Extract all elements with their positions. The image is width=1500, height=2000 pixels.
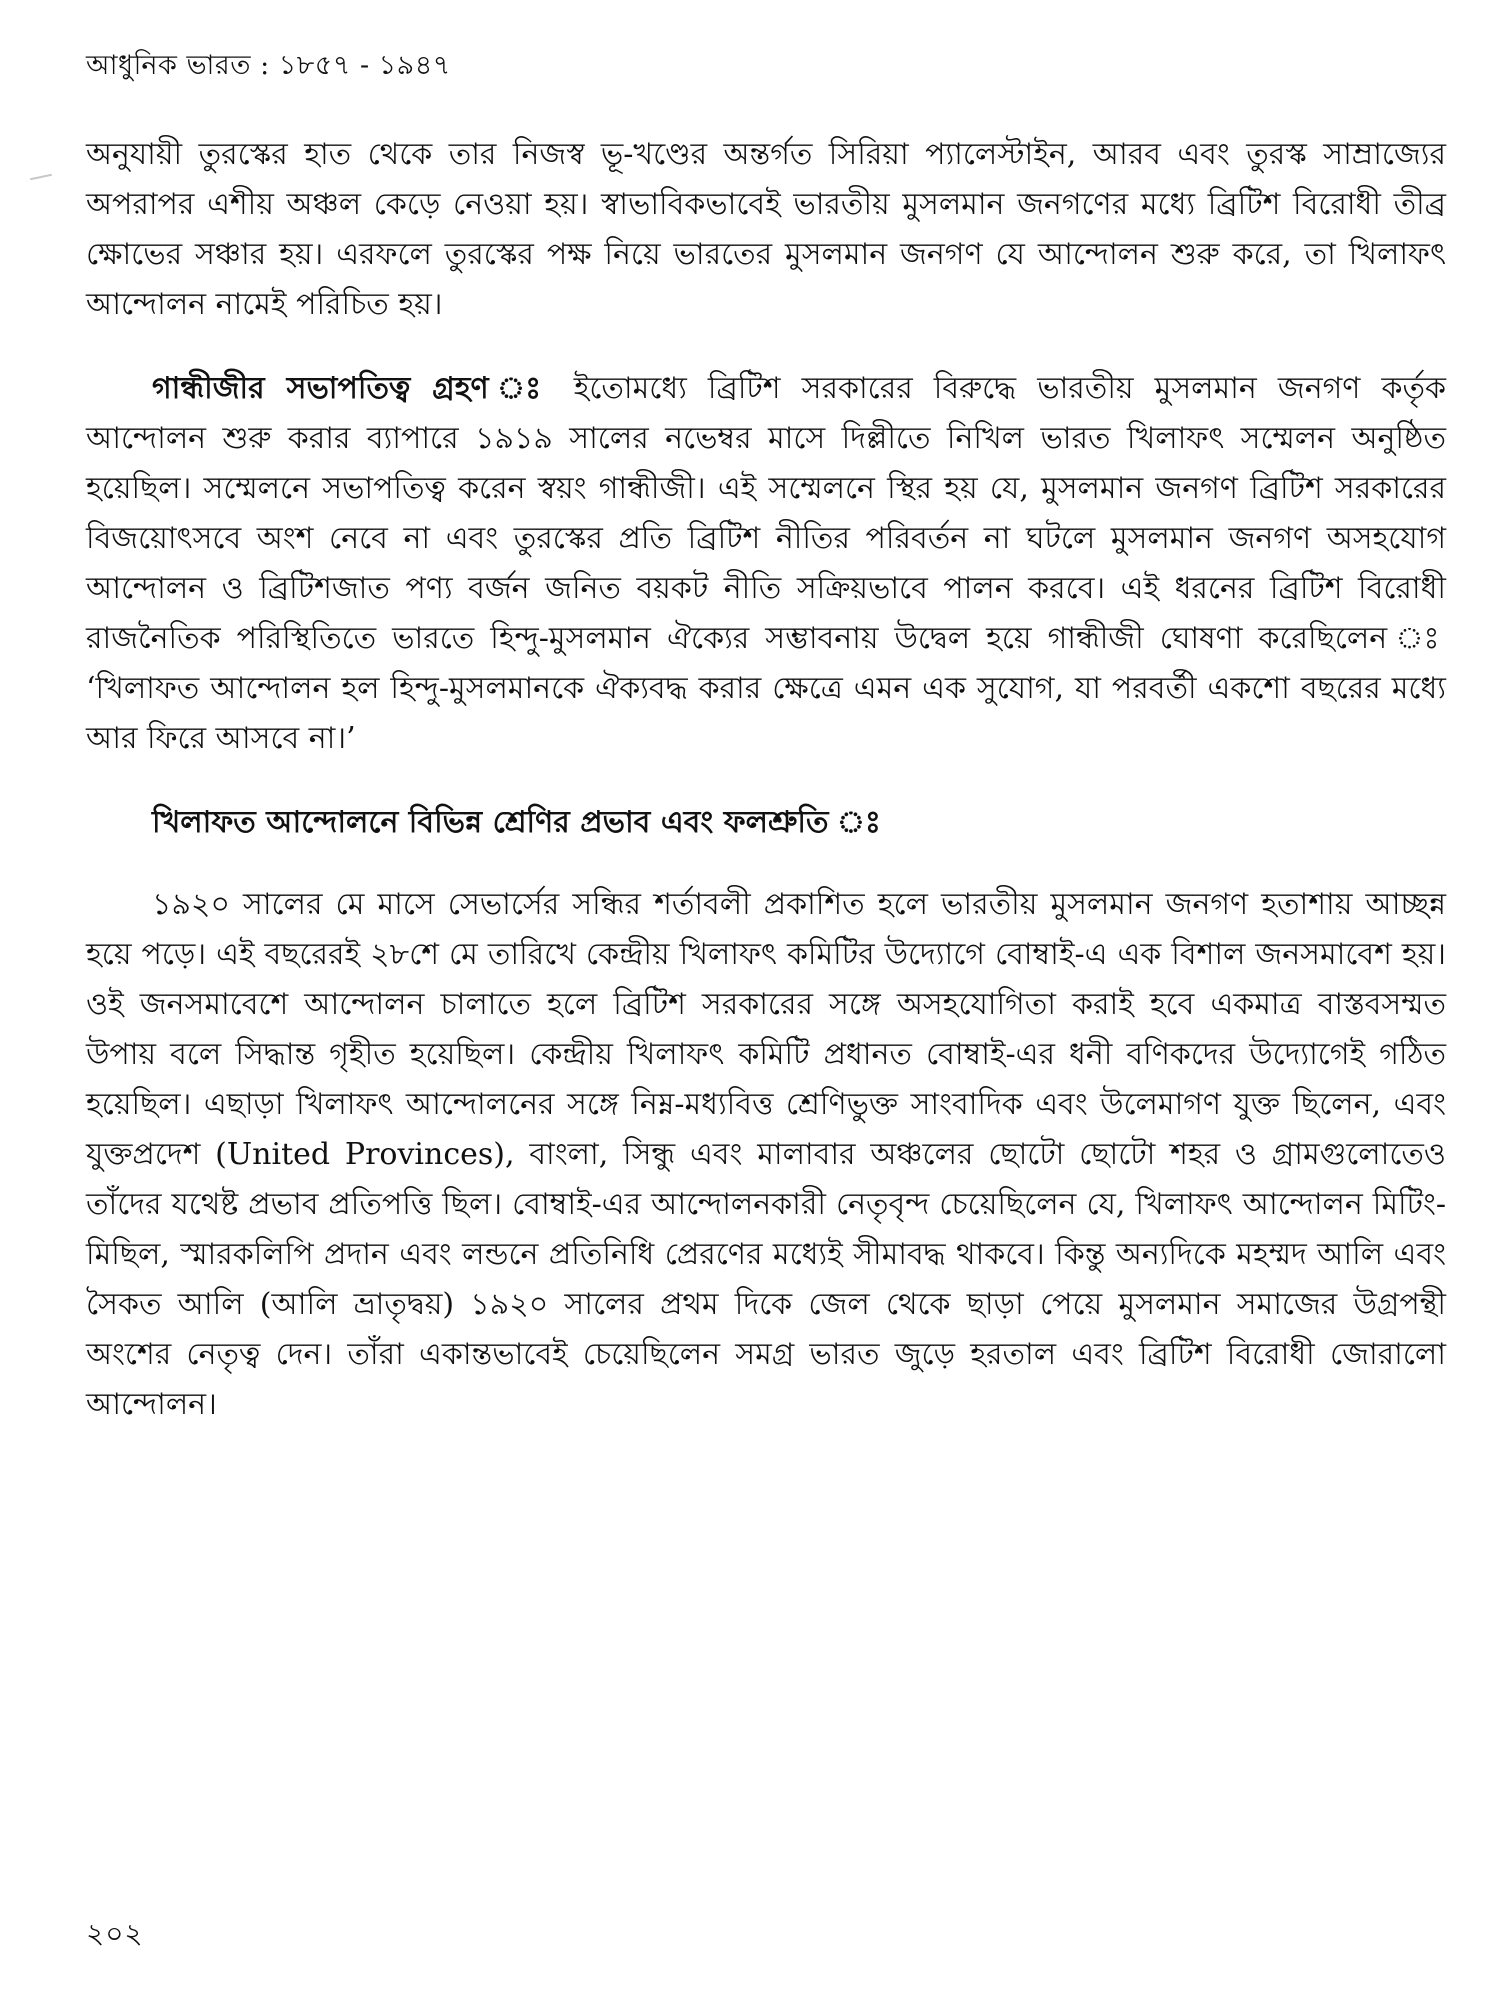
paragraph-2-body: ইতোমধ্যে ব্রিটিশ সরকারের বিরুদ্ধে ভারতীয় মুসলমান জনগণ কর্তৃক আন্দোলন শুরু করার ব্যাপারে ১৯১৯ সালের নভেম্বর মাসে দিল্লীতে নিখিল ভারত খিলাফৎ সম্মেলন অনুষ্ঠিত হয়েছিল। সম্মেলনে সভাপতিত্ব করেন স্বয়ং গান্ধীজী। এই সম্মেলনে স্থির হয় যে, মুসলমান জনগণ ব্রিটিশ সরকারের বিজয়োৎসবে অংশ নেবে না এবং তুরস্কের প্রতি ব্রিটিশ নীতির পরিবর্তন না ঘটলে মুসলমান জনগণ অসহযোগ আন্দোলন ও ব্রিটিশজাত পণ্য বর্জন জনিত বয়কট নীতি সক্রিয়ভাবে পালন করবে। এই ধরনের ব্রিটিশ বিরোধী রাজনৈতিক পরিস্থিতিতে ভারতে হিন্দু-মুসলমান ঐক্যের সম্ভাবনায় উদ্বেল হয়ে গান্ধীজী ঘোষণা করেছিলেন ঃ ‘খিলাফত আন্দোলন হল হিন্দু-মুসলমানকে ঐক্যবদ্ধ করার ক্ষেত্রে এমন এক সুযোগ, যা পরবর্তী একশো বছরের মধ্যে আর ফিরে আসবে না।’ xyxy=(86,371,1446,756)
page-number: ২০২ xyxy=(86,1917,144,1950)
scan-mark xyxy=(30,174,52,181)
inline-heading-gandhi-presidency: গান্ধীজীর সভাপতিত্ব গ্রহণ ঃ xyxy=(152,371,553,406)
paragraph-2 xyxy=(86,364,1446,764)
book-page xyxy=(86,46,1446,1966)
section-heading-khilafat-impact: খিলাফত আন্দোলনে বিভিন্ন শ্রেণির প্রভাব এবং ফলশ্রুতি ঃ xyxy=(152,805,881,840)
paragraph-3: ১৯২০ সালের মে মাসে সেভার্সের সন্ধির শর্তাবলী প্রকাশিত হলে ভারতীয় মুসলমান জনগণ হতাশায় আচ্ছন্ন হয়ে পড়ে। এই বছরেরই ২৮শে মে তারিখে কেন্দ্রীয় খিলাফৎ কমিটির উদ্যোগে বোম্বাই-এ এক বিশাল জনসমাবেশ হয়। ওই জনসমাবেশে আন্দোলন চালাতে হলে ব্রিটিশ সরকারের সঙ্গে অসহযোগিতা করাই হবে একমাত্র বাস্তবসম্মত উপায় বলে সিদ্ধান্ত গৃহীত হয়েছিল। কেন্দ্রীয় খিলাফৎ কমিটি প্রধানত বোম্বাই-এর ধনী বণিকদের উদ্যোগেই গঠিত হয়েছিল। এছাড়া খিলাফৎ আন্দোলনের সঙ্গে নিম্ন-মধ্যবিত্ত শ্রেণিভুক্ত সাংবাদিক এবং উলেমাগণ যুক্ত ছিলেন, এবং যুক্তপ্রদেশ (United Provinces), বাংলা, সিন্ধু এবং মালাবার অঞ্চলের ছোটো ছোটো শহর ও গ্রামগুলোতেও তাঁদের যথেষ্ট প্রভাব প্রতিপত্তি ছিল। বোম্বাই-এর আন্দোলনকারী নেতৃবৃন্দ চেয়েছিলেন যে, খিলাফৎ আন্দোলন মিটিং-মিছিল, স্মারকলিপি প্রদান এবং লন্ডনে প্রতিনিধি প্রেরণের মধ্যেই সীমাবদ্ধ থাকবে। কিন্তু অন্যদিকে মহম্মদ আলি এবং সৈকত আলি (আলি ভ্রাতৃদ্বয়) ১৯২০ সালের প্রথম দিকে জেল থেকে ছাড়া পেয়ে মুসলমান সমাজের উগ্রপন্থী অংশের নেতৃত্ব দেন। তাঁরা একান্তভাবেই চেয়েছিলেন সমগ্র ভারত জুড়ে হরতাল এবং ব্রিটিশ বিরোধী জোরালো আন্দোলন। xyxy=(86,887,1446,1422)
paragraph-1: অনুযায়ী তুরস্কের হাত থেকে তার নিজস্ব ভূ-খণ্ডের অন্তর্গত সিরিয়া প্যালেস্টাইন, আরব এবং তুরস্ক সাম্রাজ্যের অপরাপর এশীয় অঞ্চল কেড়ে নেওয়া হয়। স্বাভাবিকভাবেই ভারতীয় মুসলমান জনগণের মধ্যে ব্রিটিশ বিরোধী তীব্র ক্ষোভের সঞ্চার হয়। এরফলে তুরস্কের পক্ষ নিয়ে ভারতের মুসলমান জনগণ যে আন্দোলন শুরু করে, তা খিলাফৎ আন্দোলন নামেই পরিচিত হয়। xyxy=(86,137,1446,322)
running-header: আধুনিক ভারত : ১৮৫৭ - ১৯৪৭ xyxy=(86,50,451,81)
body-text xyxy=(86,130,1446,1464)
